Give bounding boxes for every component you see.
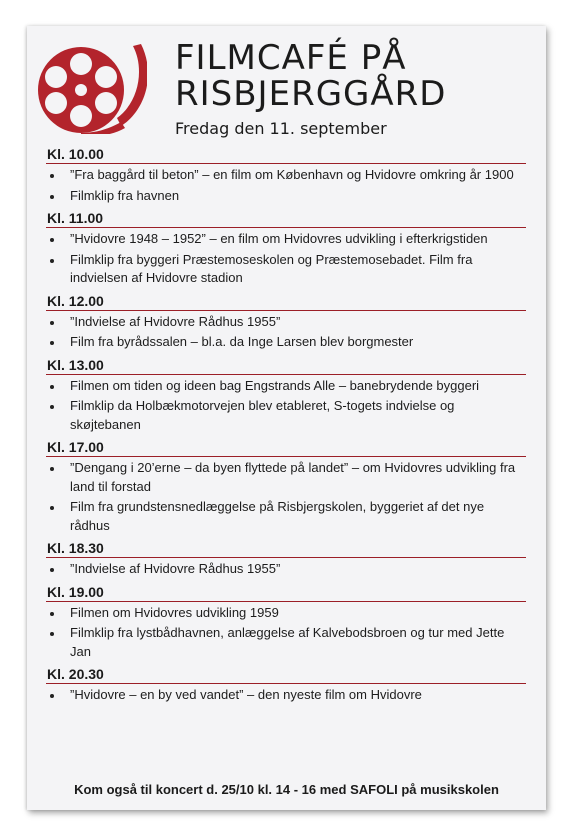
slot-time: Kl. 13.00 [46,355,526,375]
event-date: Fredag den 11. september [175,119,387,138]
list-item: Filmklip fra lystbådhavnen, anlæggelse af Kalvebodsbroen og tur med Jette Jan [46,624,526,661]
schedule-slot [46,208,526,288]
slot-items [46,459,526,535]
slot-items [46,560,526,579]
slot-items [46,604,526,662]
list-item: ”Hvidovre 1948 – 1952” – en film om Hvidovres udvikling i efterkrigstiden [46,230,526,249]
schedule-slot [46,144,526,205]
slot-time: Kl. 11.00 [46,208,526,228]
slot-time: Kl. 12.00 [46,291,526,311]
schedule-slot [46,664,526,705]
poster [27,26,546,810]
slot-items [46,377,526,435]
list-item: ”Dengang i 20’erne – da byen flyttede på landet” – om Hvidovres udvikling fra land til forstad [46,459,526,496]
schedule-slot [46,538,526,579]
list-item: Filmklip da Holbækmotorvejen blev etableret, S-togets indvielse og skøjtebanen [46,397,526,434]
list-item: Film fra byrådssalen – bl.a. da Inge Larsen blev borgmester [46,333,526,352]
slot-time: Kl. 17.00 [46,437,526,457]
list-item: Filmklip fra byggeri Præstemoseskolen og Præstemosebadet. Film fra indvielsen af Hvidovre stadion [46,251,526,288]
slot-time: Kl. 20.30 [46,664,526,684]
schedule-slot [46,582,526,662]
slot-items [46,230,526,288]
footer-note: Kom også til koncert d. 25/10 kl. 14 - 16 med SAFOLI på musikskolen [74,782,499,797]
list-item: Filmen om tiden og ideen bag Engstrands Alle – banebrydende byggeri [46,377,526,396]
slot-time: Kl. 18.30 [46,538,526,558]
list-item: Filmklip fra havnen [46,187,526,206]
list-item: ”Indvielse af Hvidovre Rådhus 1955” [46,313,526,332]
slot-time: Kl. 10.00 [46,144,526,164]
title-line-2: RISBJERGGÅRD [175,74,447,114]
list-item: ”Indvielse af Hvidovre Rådhus 1955” [46,560,526,579]
list-item: ”Fra baggård til beton” – en film om København og Hvidovre omkring år 1900 [46,166,526,185]
film-reel-icon [35,42,147,134]
list-item: ”Hvidovre – en by ved vandet” – den nyeste film om Hvidovre [46,686,526,705]
slot-items [46,313,526,352]
list-item: Filmen om Hvidovres udvikling 1959 [46,604,526,623]
schedule [46,144,526,708]
list-item: Film fra grundstensnedlæggelse på Risbjergskolen, byggeriet af det nye rådhus [46,498,526,535]
schedule-slot [46,291,526,352]
schedule-slot [46,355,526,435]
page-title [175,40,446,112]
schedule-slot [46,437,526,535]
slot-time: Kl. 19.00 [46,582,526,602]
slot-items [46,686,526,705]
slot-items [46,166,526,205]
title-line-1: FILMCAFÉ PÅ [175,38,407,78]
